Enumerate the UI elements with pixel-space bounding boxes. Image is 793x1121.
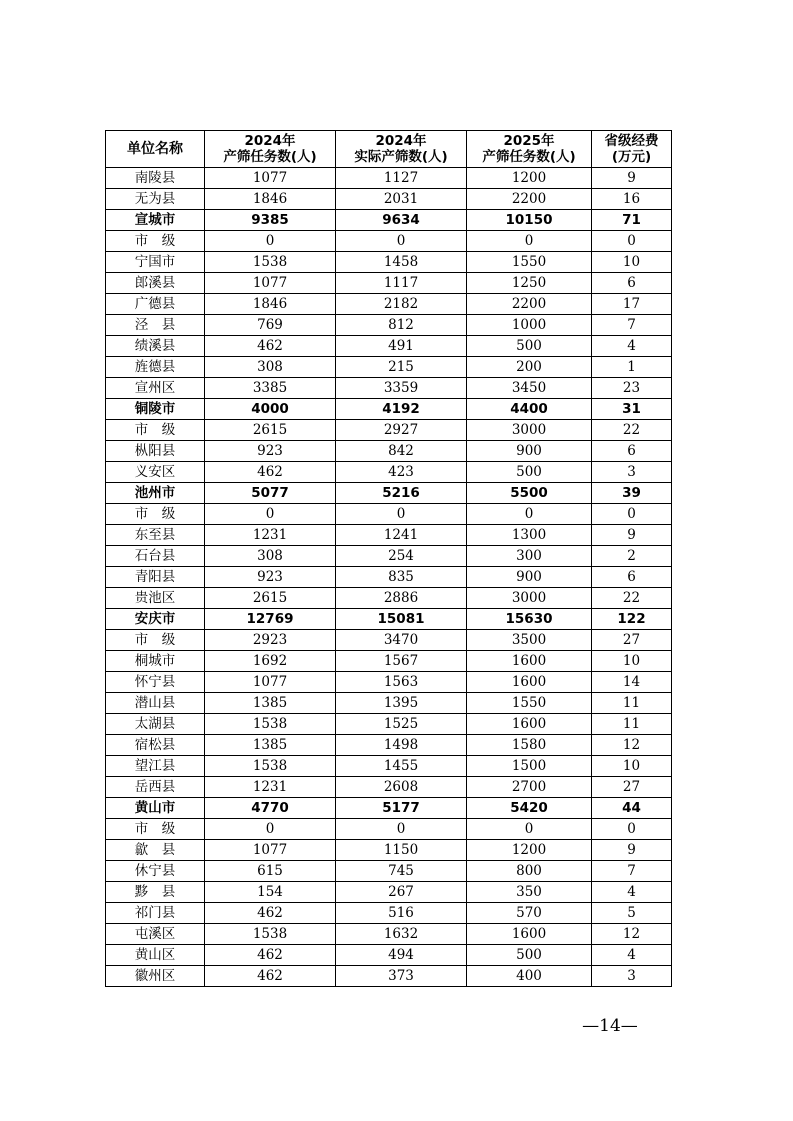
table-row xyxy=(106,651,672,672)
cell-provincial-funds: 27 xyxy=(592,777,672,798)
header-2024-task-line1: 2024年 xyxy=(244,133,296,149)
cell-2024-actual: 267 xyxy=(336,882,467,903)
cell-provincial-funds: 122 xyxy=(592,609,672,630)
table-row xyxy=(106,294,672,315)
cell-provincial-funds: 5 xyxy=(592,903,672,924)
cell-2024-task: 462 xyxy=(205,462,336,483)
table-row xyxy=(106,378,672,399)
cell-provincial-funds: 31 xyxy=(592,399,672,420)
cell-provincial-funds: 10 xyxy=(592,756,672,777)
table-row xyxy=(106,882,672,903)
cell-2025-task: 5420 xyxy=(467,798,592,819)
cell-2025-task: 0 xyxy=(467,504,592,525)
table-row xyxy=(106,924,672,945)
cell-provincial-funds: 16 xyxy=(592,189,672,210)
header-2025-task xyxy=(467,131,592,168)
cell-2025-task: 3500 xyxy=(467,630,592,651)
cell-unit-name: 市 级 xyxy=(106,231,205,252)
cell-2024-actual: 4192 xyxy=(336,399,467,420)
cell-unit-name: 宁国市 xyxy=(106,252,205,273)
cell-2025-task: 1250 xyxy=(467,273,592,294)
cell-2024-task: 1538 xyxy=(205,252,336,273)
cell-2024-task: 0 xyxy=(205,504,336,525)
cell-unit-name: 石台县 xyxy=(106,546,205,567)
cell-2024-actual: 0 xyxy=(336,231,467,252)
cell-2024-actual: 2608 xyxy=(336,777,467,798)
cell-2024-task: 2923 xyxy=(205,630,336,651)
cell-unit-name: 潜山县 xyxy=(106,693,205,714)
cell-unit-name: 青阳县 xyxy=(106,567,205,588)
table-row xyxy=(106,462,672,483)
cell-2024-task: 308 xyxy=(205,546,336,567)
cell-2024-actual: 2031 xyxy=(336,189,467,210)
cell-provincial-funds: 3 xyxy=(592,966,672,987)
header-provincial-funds-line1: 省级经费 xyxy=(604,133,659,149)
cell-unit-name: 贵池区 xyxy=(106,588,205,609)
cell-unit-name: 旌德县 xyxy=(106,357,205,378)
cell-2024-task: 3385 xyxy=(205,378,336,399)
header-provincial-funds-line2: (万元) xyxy=(611,149,652,165)
table-row xyxy=(106,672,672,693)
cell-2024-task: 12769 xyxy=(205,609,336,630)
table-row xyxy=(106,189,672,210)
table-row-city-total xyxy=(106,609,672,630)
cell-2024-task: 1231 xyxy=(205,777,336,798)
cell-2025-task: 500 xyxy=(467,336,592,357)
cell-2024-actual: 494 xyxy=(336,945,467,966)
cell-unit-name: 宣州区 xyxy=(106,378,205,399)
header-unit-name: 单位名称 xyxy=(106,131,205,168)
cell-provincial-funds: 4 xyxy=(592,336,672,357)
cell-2024-task: 308 xyxy=(205,357,336,378)
cell-2025-task: 1550 xyxy=(467,693,592,714)
cell-unit-name: 义安区 xyxy=(106,462,205,483)
cell-2025-task: 1000 xyxy=(467,315,592,336)
table-row xyxy=(106,336,672,357)
cell-2025-task: 900 xyxy=(467,441,592,462)
header-2024-actual xyxy=(336,131,467,168)
cell-unit-name: 市 级 xyxy=(106,819,205,840)
table-row xyxy=(106,504,672,525)
table-row xyxy=(106,168,672,189)
table-row xyxy=(106,252,672,273)
cell-2025-task: 1550 xyxy=(467,252,592,273)
cell-2025-task: 5500 xyxy=(467,483,592,504)
cell-unit-name: 黄山市 xyxy=(106,798,205,819)
cell-unit-name: 徽州区 xyxy=(106,966,205,987)
cell-2024-task: 1538 xyxy=(205,714,336,735)
cell-unit-name: 黄山区 xyxy=(106,945,205,966)
cell-2024-task: 1231 xyxy=(205,525,336,546)
cell-2024-actual: 2182 xyxy=(336,294,467,315)
table-row xyxy=(106,441,672,462)
cell-2024-task: 1692 xyxy=(205,651,336,672)
cell-2024-actual: 1525 xyxy=(336,714,467,735)
table-row xyxy=(106,315,672,336)
cell-2024-task: 615 xyxy=(205,861,336,882)
cell-2024-actual: 373 xyxy=(336,966,467,987)
cell-2025-task: 2200 xyxy=(467,294,592,315)
cell-2024-task: 154 xyxy=(205,882,336,903)
cell-unit-name: 宿松县 xyxy=(106,735,205,756)
table-row xyxy=(106,756,672,777)
cell-unit-name: 歙 县 xyxy=(106,840,205,861)
header-2024-actual-line1: 2024年 xyxy=(375,133,427,149)
cell-unit-name: 安庆市 xyxy=(106,609,205,630)
cell-2024-actual: 0 xyxy=(336,504,467,525)
cell-unit-name: 休宁县 xyxy=(106,861,205,882)
cell-2024-actual: 2927 xyxy=(336,420,467,441)
table-row xyxy=(106,819,672,840)
table-row xyxy=(106,630,672,651)
cell-unit-name: 枞阳县 xyxy=(106,441,205,462)
cell-provincial-funds: 9 xyxy=(592,840,672,861)
cell-2024-actual: 1150 xyxy=(336,840,467,861)
cell-2024-task: 462 xyxy=(205,903,336,924)
cell-2025-task: 900 xyxy=(467,567,592,588)
cell-unit-name: 屯溪区 xyxy=(106,924,205,945)
table-row-city-total xyxy=(106,483,672,504)
cell-2025-task: 1600 xyxy=(467,924,592,945)
table-row xyxy=(106,861,672,882)
cell-2024-task: 2615 xyxy=(205,420,336,441)
cell-2024-actual: 1117 xyxy=(336,273,467,294)
header-provincial-funds xyxy=(592,131,672,168)
table-row-city-total xyxy=(106,798,672,819)
table-row xyxy=(106,840,672,861)
table-row xyxy=(106,693,672,714)
cell-2024-actual: 5216 xyxy=(336,483,467,504)
cell-2024-task: 1077 xyxy=(205,840,336,861)
cell-unit-name: 东至县 xyxy=(106,525,205,546)
cell-unit-name: 桐城市 xyxy=(106,651,205,672)
cell-2024-actual: 1563 xyxy=(336,672,467,693)
cell-2024-task: 923 xyxy=(205,567,336,588)
cell-2024-task: 1385 xyxy=(205,735,336,756)
cell-provincial-funds: 4 xyxy=(592,882,672,903)
cell-2024-actual: 745 xyxy=(336,861,467,882)
table-row xyxy=(106,357,672,378)
cell-provincial-funds: 6 xyxy=(592,273,672,294)
cell-2025-task: 800 xyxy=(467,861,592,882)
cell-2025-task: 2200 xyxy=(467,189,592,210)
cell-provincial-funds: 22 xyxy=(592,588,672,609)
table-row xyxy=(106,714,672,735)
table-row xyxy=(106,735,672,756)
cell-2024-actual: 3470 xyxy=(336,630,467,651)
cell-2025-task: 1580 xyxy=(467,735,592,756)
table-header-row xyxy=(106,131,672,168)
cell-2024-actual: 1127 xyxy=(336,168,467,189)
table-row xyxy=(106,546,672,567)
table-row xyxy=(106,966,672,987)
cell-2024-actual: 1498 xyxy=(336,735,467,756)
cell-provincial-funds: 6 xyxy=(592,441,672,462)
cell-unit-name: 铜陵市 xyxy=(106,399,205,420)
cell-unit-name: 广德县 xyxy=(106,294,205,315)
table-row xyxy=(106,777,672,798)
table-row xyxy=(106,273,672,294)
cell-2024-actual: 491 xyxy=(336,336,467,357)
cell-provincial-funds: 17 xyxy=(592,294,672,315)
cell-2024-actual: 1455 xyxy=(336,756,467,777)
cell-2025-task: 570 xyxy=(467,903,592,924)
page-number: —14— xyxy=(582,1016,638,1036)
cell-provincial-funds: 0 xyxy=(592,819,672,840)
cell-2024-actual: 1241 xyxy=(336,525,467,546)
table-row-city-total xyxy=(106,210,672,231)
cell-unit-name: 市 级 xyxy=(106,420,205,441)
cell-2025-task: 500 xyxy=(467,462,592,483)
cell-unit-name: 岳西县 xyxy=(106,777,205,798)
cell-provincial-funds: 11 xyxy=(592,714,672,735)
cell-2025-task: 10150 xyxy=(467,210,592,231)
cell-provincial-funds: 23 xyxy=(592,378,672,399)
cell-unit-name: 池州市 xyxy=(106,483,205,504)
cell-2024-actual: 1632 xyxy=(336,924,467,945)
cell-2024-task: 4000 xyxy=(205,399,336,420)
cell-2024-actual: 1395 xyxy=(336,693,467,714)
cell-2024-actual: 5177 xyxy=(336,798,467,819)
cell-2024-task: 1846 xyxy=(205,189,336,210)
table-body xyxy=(106,168,672,987)
header-2025-task-line1: 2025年 xyxy=(503,133,555,149)
cell-2024-task: 1077 xyxy=(205,168,336,189)
cell-2025-task: 1200 xyxy=(467,840,592,861)
table-row xyxy=(106,525,672,546)
cell-provincial-funds: 11 xyxy=(592,693,672,714)
cell-unit-name: 黟 县 xyxy=(106,882,205,903)
cell-2025-task: 0 xyxy=(467,231,592,252)
cell-2025-task: 15630 xyxy=(467,609,592,630)
cell-2024-task: 462 xyxy=(205,966,336,987)
cell-2025-task: 1600 xyxy=(467,714,592,735)
cell-2024-task: 1077 xyxy=(205,672,336,693)
cell-unit-name: 望江县 xyxy=(106,756,205,777)
cell-provincial-funds: 10 xyxy=(592,651,672,672)
cell-2024-task: 1538 xyxy=(205,756,336,777)
cell-2024-actual: 423 xyxy=(336,462,467,483)
cell-2024-actual: 215 xyxy=(336,357,467,378)
cell-2024-actual: 812 xyxy=(336,315,467,336)
cell-2025-task: 400 xyxy=(467,966,592,987)
cell-2024-task: 2615 xyxy=(205,588,336,609)
table-row xyxy=(106,588,672,609)
cell-unit-name: 宣城市 xyxy=(106,210,205,231)
cell-unit-name: 太湖县 xyxy=(106,714,205,735)
header-2024-task-line2: 产筛任务数(人) xyxy=(223,149,317,165)
cell-provincial-funds: 12 xyxy=(592,924,672,945)
cell-2024-actual: 0 xyxy=(336,819,467,840)
table-row xyxy=(106,420,672,441)
cell-2024-task: 462 xyxy=(205,945,336,966)
cell-2025-task: 300 xyxy=(467,546,592,567)
cell-2024-task: 1538 xyxy=(205,924,336,945)
cell-unit-name: 郎溪县 xyxy=(106,273,205,294)
cell-provincial-funds: 0 xyxy=(592,231,672,252)
cell-2024-task: 1385 xyxy=(205,693,336,714)
table-row xyxy=(106,945,672,966)
cell-2025-task: 3000 xyxy=(467,588,592,609)
cell-2025-task: 0 xyxy=(467,819,592,840)
header-2024-actual-line2: 实际产筛数(人) xyxy=(354,149,448,165)
cell-2024-task: 0 xyxy=(205,819,336,840)
cell-2025-task: 1600 xyxy=(467,651,592,672)
header-2024-task xyxy=(205,131,336,168)
cell-provincial-funds: 9 xyxy=(592,525,672,546)
cell-2024-actual: 1458 xyxy=(336,252,467,273)
cell-2024-task: 923 xyxy=(205,441,336,462)
cell-2024-task: 0 xyxy=(205,231,336,252)
cell-provincial-funds: 44 xyxy=(592,798,672,819)
cell-provincial-funds: 7 xyxy=(592,861,672,882)
cell-2024-task: 4770 xyxy=(205,798,336,819)
cell-unit-name: 怀宁县 xyxy=(106,672,205,693)
header-2025-task-line2: 产筛任务数(人) xyxy=(482,149,576,165)
cell-2024-actual: 1567 xyxy=(336,651,467,672)
cell-2024-actual: 842 xyxy=(336,441,467,462)
cell-2024-task: 1077 xyxy=(205,273,336,294)
cell-provincial-funds: 0 xyxy=(592,504,672,525)
cell-2024-task: 1846 xyxy=(205,294,336,315)
cell-2025-task: 3450 xyxy=(467,378,592,399)
cell-provincial-funds: 27 xyxy=(592,630,672,651)
cell-2025-task: 1600 xyxy=(467,672,592,693)
cell-2024-actual: 254 xyxy=(336,546,467,567)
cell-unit-name: 泾 县 xyxy=(106,315,205,336)
cell-2024-task: 5077 xyxy=(205,483,336,504)
table-row xyxy=(106,231,672,252)
cell-2025-task: 3000 xyxy=(467,420,592,441)
cell-2024-actual: 15081 xyxy=(336,609,467,630)
cell-2025-task: 2700 xyxy=(467,777,592,798)
cell-provincial-funds: 12 xyxy=(592,735,672,756)
cell-2024-actual: 3359 xyxy=(336,378,467,399)
cell-2025-task: 500 xyxy=(467,945,592,966)
cell-provincial-funds: 4 xyxy=(592,945,672,966)
cell-2024-task: 9385 xyxy=(205,210,336,231)
cell-provincial-funds: 9 xyxy=(592,168,672,189)
cell-2024-actual: 2886 xyxy=(336,588,467,609)
cell-provincial-funds: 22 xyxy=(592,420,672,441)
table-row xyxy=(106,567,672,588)
cell-unit-name: 南陵县 xyxy=(106,168,205,189)
cell-2025-task: 4400 xyxy=(467,399,592,420)
cell-provincial-funds: 71 xyxy=(592,210,672,231)
cell-2025-task: 200 xyxy=(467,357,592,378)
cell-provincial-funds: 2 xyxy=(592,546,672,567)
cell-unit-name: 市 级 xyxy=(106,630,205,651)
cell-provincial-funds: 7 xyxy=(592,315,672,336)
cell-2025-task: 350 xyxy=(467,882,592,903)
cell-provincial-funds: 10 xyxy=(592,252,672,273)
cell-provincial-funds: 1 xyxy=(592,357,672,378)
cell-provincial-funds: 3 xyxy=(592,462,672,483)
cell-2024-actual: 9634 xyxy=(336,210,467,231)
cell-2024-actual: 835 xyxy=(336,567,467,588)
cell-2025-task: 1200 xyxy=(467,168,592,189)
cell-2025-task: 1300 xyxy=(467,525,592,546)
cell-unit-name: 市 级 xyxy=(106,504,205,525)
cell-2024-actual: 516 xyxy=(336,903,467,924)
screening-task-table xyxy=(105,130,672,987)
cell-2024-task: 462 xyxy=(205,336,336,357)
table-row-city-total xyxy=(106,399,672,420)
table-row xyxy=(106,903,672,924)
cell-unit-name: 祁门县 xyxy=(106,903,205,924)
cell-provincial-funds: 39 xyxy=(592,483,672,504)
cell-provincial-funds: 6 xyxy=(592,567,672,588)
cell-2025-task: 1500 xyxy=(467,756,592,777)
cell-2024-task: 769 xyxy=(205,315,336,336)
cell-unit-name: 无为县 xyxy=(106,189,205,210)
cell-provincial-funds: 14 xyxy=(592,672,672,693)
cell-unit-name: 绩溪县 xyxy=(106,336,205,357)
